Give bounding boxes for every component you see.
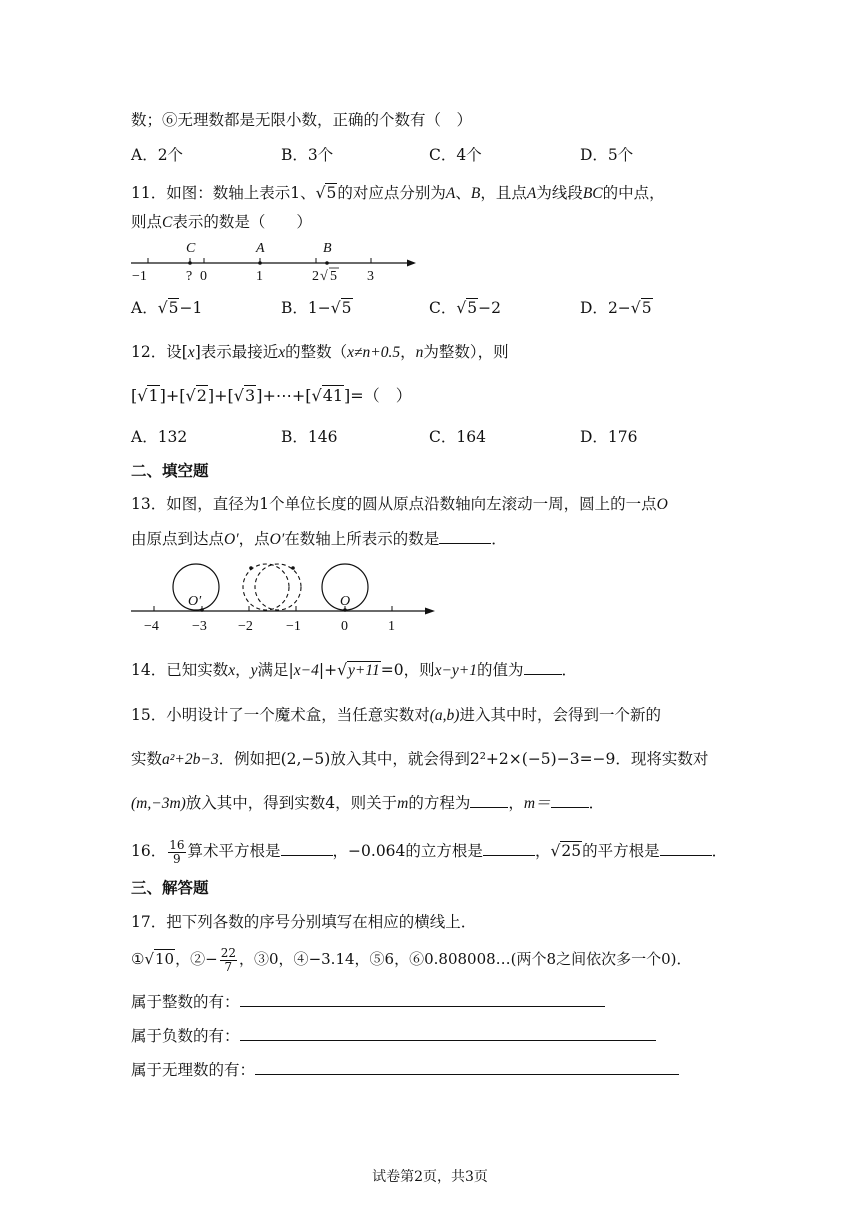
q10-option-b: B．3个 — [281, 146, 334, 164]
q11-tick-label: 3 — [367, 269, 374, 284]
q17-integer-line: 属于整数的有： — [131, 992, 605, 1012]
q10-option-c: C．4个 — [429, 146, 482, 164]
q10-stem-tail: 数；⑥无理数都是无限小数，正确的个数有（ ） — [131, 111, 473, 129]
q13-tick-label: 0 — [341, 619, 348, 634]
q12-stem-line2: [√1]+[√2]+[√3]+⋯+[√41]=（ ） — [131, 386, 412, 405]
q11-tick-label: 2 — [312, 269, 319, 284]
q13-rolling-circle-figure — [126, 560, 446, 636]
q15-stem-line2: 实数a²+2b−3．例如把(2,−5)放入其中，就会得到2²+2×(−5)−3=−9．现将实数对 — [131, 750, 709, 768]
q12-option-c: C．164 — [429, 428, 486, 446]
q11-stem-line1: 11．如图：数轴上表示1、√5的对应点分别为A、B，且点A为线段BC的中点， — [131, 184, 665, 202]
q17-number-list: ①√10，②− $\frac{22}{7}$ ，③0，④−3.14，⑤6，⑥0.808008…(两个8之间依次多一个0)． — [131, 945, 692, 974]
q11-option-d: D．2−√5 — [580, 299, 652, 317]
q13-stem-line1: 13．如图，直径为1个单位长度的圆从原点沿数轴向左滚动一周，圆上的一点O — [131, 495, 668, 513]
q11-tick-label: ? — [186, 269, 193, 284]
q17-irrational-line: 属于无理数的有： — [131, 1060, 679, 1080]
q12-option-b: B．146 — [281, 428, 338, 446]
q13-tick-label: −3 — [192, 619, 207, 634]
q11-point-c-label: C — [186, 241, 196, 256]
q13-point-o-label: O — [340, 594, 351, 609]
q13-stem-line2: 由原点到达点O′，点O′在数轴上所表示的数是 ． — [131, 530, 507, 548]
q17-negative-line: 属于负数的有： — [131, 1026, 656, 1046]
q11-tick-label: −1 — [132, 269, 147, 284]
q11-number-line-figure — [126, 236, 426, 284]
q12-option-d: D．176 — [580, 428, 638, 446]
q15-stem-line1: 15．小明设计了一个魔术盒，当任意实数对(a,b)进入其中时，会得到一个新的 — [131, 706, 661, 724]
q11-option-c: C．√5−2 — [429, 299, 501, 317]
q17-stem: 17．把下列各数的序号分别填写在相应的横线上． — [131, 913, 477, 931]
q11-tick-label: 0 — [200, 269, 207, 284]
q13-tick-label: 1 — [388, 619, 395, 634]
q15-stem-line3: (m,−3m)放入其中，得到实数4，则关于m的方程为 ，m＝ ． — [131, 794, 605, 812]
q11-point-b-label: B — [323, 241, 332, 256]
q11-option-a: A．√5−1 — [131, 299, 203, 317]
q14-stem: 14．已知实数x，y满足|x−4|+√y+11=0，则x−y+1的值为 ． — [131, 661, 578, 679]
section-fill-in-heading: 二、填空题 — [131, 461, 209, 480]
q11-option-b: B．1−√5 — [281, 299, 352, 317]
q13-tick-label: −2 — [238, 619, 253, 634]
page-footer: 试卷第2页，共3页 — [372, 1169, 488, 1185]
q11-tick-sqrt-radicand: 5 — [330, 269, 337, 284]
q11-tick-sqrt: √ — [320, 269, 328, 284]
q12-stem-line1: 12．设[x]表示最接近x的整数（x≠n+0.5，n为整数），则 — [131, 343, 509, 361]
q11-point-a-label: A — [256, 241, 265, 256]
q13-tick-label: −4 — [144, 619, 159, 634]
q10-option-a: A．2个 — [131, 146, 184, 164]
q11-stem-line2: 则点C表示的数是（ ） — [131, 213, 312, 231]
q11-tick-label: 1 — [256, 269, 263, 284]
q13-point-o-prime-label: O′ — [188, 594, 202, 609]
q16-stem: 16． $\frac{16}{9}$ 算术平方根是 ，−0.064的立方根是 ，√25的平方根是 ． — [131, 837, 728, 866]
q12-option-a: A．132 — [131, 428, 188, 446]
q10-option-d: D．5个 — [580, 146, 634, 164]
section-answer-heading: 三、解答题 — [131, 878, 209, 897]
q13-tick-label: −1 — [286, 619, 301, 634]
